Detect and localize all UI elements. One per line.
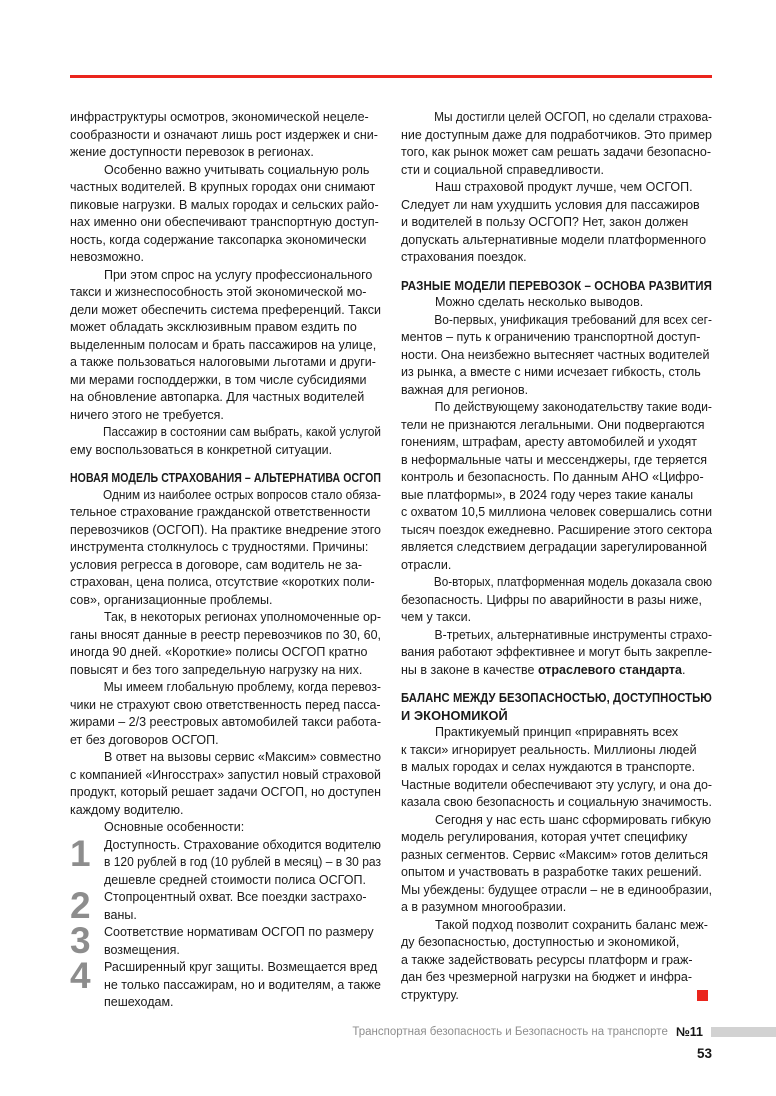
page-number: 53 bbox=[696, 1046, 712, 1061]
text-line bbox=[401, 312, 712, 330]
text-line-content: ности. Она неизбежно вытесняет частных водителей bbox=[401, 347, 710, 362]
list-item bbox=[70, 832, 381, 890]
text-line-content: страхования поездок. bbox=[401, 250, 527, 264]
text-line-content: НОВАЯ МОДЕЛЬ СТРАХОВАНИЯ – АЛЬТЕРНАТИВА ОСГОП bbox=[70, 470, 381, 485]
paragraph bbox=[70, 749, 381, 819]
text-line-content: И ЭКОНОМИКОЙ bbox=[401, 707, 508, 723]
text-line bbox=[70, 179, 381, 197]
text-line-content: а также задействовать ресурсы платформ и граж- bbox=[401, 952, 693, 967]
text-line bbox=[401, 487, 712, 505]
text-line-content: Особенно важно учитывать социальную роль bbox=[104, 162, 370, 177]
text-line-content: такси и жизнеспособность этой экономической мо- bbox=[70, 285, 367, 299]
text-line-content: допускать альтернативные модели платформенного bbox=[401, 232, 707, 247]
section-heading bbox=[401, 689, 712, 724]
text-line-content: нах именно они обеспечивают транспортную доступ- bbox=[70, 215, 379, 229]
list-item bbox=[70, 885, 381, 926]
text-line-content: инфраструктуры осмотров, экономической нецеле- bbox=[70, 110, 369, 124]
paragraph bbox=[70, 162, 381, 267]
paragraph bbox=[401, 109, 712, 179]
text-line-content: При этом спрос на услугу профессионального bbox=[104, 267, 373, 282]
text-line bbox=[401, 109, 712, 127]
text-line bbox=[70, 749, 381, 767]
feature-list bbox=[70, 832, 381, 1012]
text-line bbox=[70, 267, 381, 285]
paragraph bbox=[401, 294, 712, 312]
text-line-content: а в разумном многообразии. bbox=[401, 900, 567, 914]
paragraph bbox=[70, 109, 381, 162]
text-line bbox=[70, 539, 381, 557]
text-line-content: Такой подход позволит сохранить баланс меж- bbox=[435, 917, 708, 932]
text-line bbox=[104, 959, 381, 977]
text-line bbox=[70, 609, 381, 627]
text-line-content: сти и социальной справедливости. bbox=[401, 162, 604, 177]
text-line bbox=[401, 644, 712, 662]
text-line-content: гонениям, штрафам, аресту автомобилей и уходят bbox=[401, 435, 697, 449]
text-line-content: в 120 рублей в год (10 рублей в месяц) – в 30 раз bbox=[104, 855, 381, 869]
text-line-content: опытом и участвовать в разработке таких решений. bbox=[401, 865, 702, 879]
text-line-content: не только пассажирам, но и водителям, а также bbox=[104, 977, 381, 992]
text-line bbox=[70, 162, 381, 180]
list-number: 1 bbox=[70, 832, 90, 874]
text-line bbox=[401, 724, 712, 742]
heading-line bbox=[401, 277, 712, 295]
text-line bbox=[70, 424, 381, 442]
text-line-content: Мы имеем глобальную проблему, когда перевоз- bbox=[103, 680, 381, 694]
text-line bbox=[70, 627, 381, 645]
text-line-content: ны в законе в качестве отраслевого стандарта. bbox=[401, 662, 686, 677]
list-number: 2 bbox=[70, 885, 90, 926]
text-line bbox=[401, 592, 712, 610]
text-line bbox=[70, 504, 381, 522]
text-line bbox=[104, 854, 381, 872]
text-line bbox=[401, 812, 712, 830]
section-heading bbox=[70, 469, 381, 487]
text-line-content: сообразности и означают лишь рост издержек и сни- bbox=[70, 127, 378, 142]
text-line bbox=[104, 837, 381, 855]
text-line bbox=[401, 144, 712, 162]
footer-issue-number: №11 bbox=[675, 1025, 703, 1039]
text-line bbox=[104, 924, 381, 942]
text-line-content: контроль и безопасность. По данным АНО «Цифро- bbox=[401, 470, 704, 484]
text-line bbox=[70, 574, 381, 592]
text-line bbox=[401, 794, 712, 812]
text-line-content: в малых городах и селах нуждаются в транспорте. bbox=[401, 760, 696, 774]
text-line bbox=[401, 249, 712, 267]
text-line bbox=[104, 977, 381, 995]
text-line bbox=[401, 539, 712, 557]
text-line bbox=[70, 284, 381, 302]
page-footer bbox=[0, 1025, 776, 1039]
text-line bbox=[104, 889, 381, 907]
text-line-content: Доступность. Страхование обходится водителю bbox=[104, 837, 381, 852]
text-line-content: Следует ли нам ухудшить условия для пассажиров bbox=[401, 197, 700, 212]
text-line bbox=[70, 784, 381, 802]
text-line-content: выделенным полосам и брать пассажиров на улице, bbox=[70, 337, 377, 352]
text-line-content: вания работают эффективнее и могут быть закрепле- bbox=[401, 645, 712, 659]
text-line-content: РАЗНЫЕ МОДЕЛИ ПЕРЕВОЗОК – ОСНОВА РАЗВИТИЯ bbox=[401, 277, 712, 293]
paragraph bbox=[401, 724, 712, 812]
text-line bbox=[70, 354, 381, 372]
text-line-content: Расширенный круг защиты. Возмещается вред bbox=[104, 960, 378, 974]
text-line-content: и водителей в пользу ОСГОП? Нет, закон должен bbox=[401, 215, 689, 229]
text-line bbox=[70, 372, 381, 390]
paragraph bbox=[401, 812, 712, 917]
text-line-content: тельное страхование гражданской ответственности bbox=[70, 505, 371, 519]
text-line bbox=[401, 452, 712, 470]
text-line-content: дан без чрезмерной нагрузки на бюджет и инфра- bbox=[401, 970, 693, 984]
text-line-content: структуру. bbox=[401, 987, 459, 1002]
text-line bbox=[70, 389, 381, 407]
text-line-content: разных сегментов. Сервис «Максим» готов делиться bbox=[401, 847, 709, 862]
text-line bbox=[401, 742, 712, 760]
text-line bbox=[401, 759, 712, 777]
paragraph bbox=[70, 424, 381, 459]
heading-line bbox=[401, 707, 712, 725]
text-line bbox=[401, 899, 712, 917]
text-line-content: пешеходам. bbox=[104, 995, 174, 1009]
text-line-content: инструмента столкнулось с трудностями. Причины: bbox=[70, 540, 369, 554]
heading-line bbox=[70, 469, 381, 487]
text-line bbox=[70, 697, 381, 715]
text-line-content: ми мерами господдержки, в том числе субсидиями bbox=[70, 372, 367, 387]
list-number: 4 bbox=[70, 955, 90, 996]
paragraph bbox=[401, 179, 712, 267]
paragraph bbox=[401, 312, 712, 400]
text-line-content: По действующему законодательству такие води- bbox=[434, 400, 712, 414]
footer-bar bbox=[711, 1027, 776, 1037]
text-line bbox=[401, 417, 712, 435]
text-line bbox=[104, 872, 381, 890]
text-line bbox=[401, 574, 712, 592]
text-line bbox=[70, 302, 381, 320]
text-line-content: ду безопасностью, доступностью и экономикой, bbox=[401, 935, 680, 949]
footer-journal-title: Транспортная безопасность и Безопасность на транспорте bbox=[352, 1026, 668, 1038]
paragraph bbox=[70, 819, 381, 837]
list-item-text bbox=[104, 924, 381, 959]
text-line-content: тысяч поездок ежедневно. Расширение этого сектора bbox=[401, 522, 712, 537]
text-line-content: Пассажир в состоянии сам выбрать, какой услугой bbox=[103, 425, 382, 439]
text-line bbox=[70, 767, 381, 785]
text-line-content: ментов – путь к ограничению транспортной доступ- bbox=[401, 330, 701, 344]
text-line-content: Так, в некоторых регионах уполномоченные ор- bbox=[103, 610, 381, 624]
text-line-content: важная для регионов. bbox=[401, 382, 529, 397]
text-line bbox=[401, 434, 712, 452]
text-line bbox=[70, 407, 381, 425]
text-line-content: может обладать эксклюзивным правом ездить по bbox=[70, 320, 357, 334]
paragraph bbox=[401, 627, 712, 680]
text-line-content: жирами – 2/3 реестровых автомобилей такси работа- bbox=[70, 715, 381, 729]
list-item-text bbox=[104, 889, 381, 924]
text-line-content: сов», организационные проблемы. bbox=[70, 592, 273, 607]
text-line-content: Стопроцентный охват. Все поездки застрахо- bbox=[104, 890, 367, 904]
text-line bbox=[401, 504, 712, 522]
paragraph bbox=[401, 574, 712, 627]
text-line-content: Можно сделать несколько выводов. bbox=[435, 295, 644, 309]
text-line-content: в неформальные чаты и мессенджеры, где теряется bbox=[401, 452, 708, 467]
text-line bbox=[70, 592, 381, 610]
text-line-content: пиковые нагрузки. В малых городах и сельских райо- bbox=[70, 197, 379, 212]
text-line bbox=[70, 109, 381, 127]
text-line bbox=[70, 522, 381, 540]
text-line-content: перевозчиков (ОСГОП). На практике внедрение этого bbox=[70, 522, 381, 537]
text-line-content: страхован, цена полиса, отсутствие «коротких поли- bbox=[70, 575, 375, 589]
paragraph bbox=[70, 609, 381, 679]
text-line bbox=[104, 994, 381, 1012]
text-line-content: повысят и без того запредельную нагрузку на них. bbox=[70, 662, 363, 677]
list-item-text bbox=[104, 959, 381, 1012]
text-line bbox=[70, 714, 381, 732]
text-line bbox=[104, 942, 381, 960]
text-line bbox=[401, 627, 712, 645]
text-line-content: каждому водителю. bbox=[70, 802, 184, 817]
text-line-content: с охватом 10,5 миллиона человек совершались сотни bbox=[401, 505, 712, 519]
left-column bbox=[70, 109, 381, 1012]
text-line bbox=[401, 917, 712, 935]
list-item bbox=[70, 920, 381, 961]
text-line-content: является следствием деградации зарегулированной bbox=[401, 540, 707, 554]
text-line-content: вые платформы», в 2024 году через такие каналы bbox=[401, 487, 694, 502]
text-line bbox=[401, 557, 712, 575]
text-line-content: безопасность. Цифры по аварийности в разы ниже, bbox=[401, 592, 702, 607]
text-line-content: модель регулирования, которая учтет специфику bbox=[401, 830, 688, 844]
text-line bbox=[70, 487, 381, 505]
article-body bbox=[70, 109, 712, 1012]
list-item-text bbox=[104, 837, 381, 890]
text-line-content: невозможно. bbox=[70, 250, 144, 264]
top-rule bbox=[70, 75, 712, 78]
text-line bbox=[401, 934, 712, 952]
text-line-content: условия регресса в договоре, сам водитель не за- bbox=[70, 557, 363, 572]
text-line bbox=[70, 144, 381, 162]
text-line bbox=[401, 987, 712, 1005]
text-line bbox=[70, 679, 381, 697]
text-line-content: БАЛАНС МЕЖДУ БЕЗОПАСНОСТЬЮ, ДОСТУПНОСТЬЮ bbox=[401, 690, 712, 705]
text-line bbox=[70, 442, 381, 460]
list-item bbox=[70, 955, 381, 1012]
text-line-content: ваны. bbox=[104, 907, 137, 922]
text-line-content: казала свою безопасность и социальную значимость. bbox=[401, 795, 712, 809]
text-line-content: того, как рынок может сам решать задачи безопасно- bbox=[401, 145, 712, 159]
text-line-content: Мы убеждены: будущее отрасли – не в единообразии, bbox=[401, 882, 712, 897]
text-line bbox=[401, 969, 712, 987]
paragraph bbox=[70, 267, 381, 425]
text-line-content: В-третьих, альтернативные инструменты страхо- bbox=[434, 627, 712, 642]
text-line-content: ничего этого не требуется. bbox=[70, 407, 224, 422]
text-line-content: из рынка, а вместе с ними исчезает гибкость, столь bbox=[401, 365, 701, 379]
text-line-content: дели может обеспечить система преференций. Такси bbox=[70, 302, 381, 317]
text-line bbox=[70, 197, 381, 215]
text-line bbox=[70, 662, 381, 680]
text-line bbox=[401, 232, 712, 250]
text-line-content: чики не страхуют свою ответственность перед пасса- bbox=[70, 697, 381, 712]
text-line bbox=[401, 609, 712, 627]
text-line bbox=[401, 364, 712, 382]
text-line-content: возмещения. bbox=[104, 942, 180, 957]
text-line-content: отрасли. bbox=[401, 557, 452, 572]
text-line bbox=[401, 162, 712, 180]
text-line bbox=[401, 829, 712, 847]
text-line bbox=[70, 214, 381, 232]
text-line bbox=[70, 319, 381, 337]
text-line-content: В ответ на вызовы сервис «Максим» совместно bbox=[103, 750, 381, 764]
text-line-content: иногда 90 дней. «Короткие» полисы ОСГОП кратно bbox=[70, 645, 368, 659]
text-line-content: Во-вторых, платформенная модель доказала свою bbox=[433, 575, 712, 589]
right-column bbox=[401, 109, 712, 1012]
text-line bbox=[401, 522, 712, 540]
end-of-article-marker bbox=[697, 990, 708, 1001]
list-number: 3 bbox=[70, 920, 90, 961]
text-line bbox=[104, 907, 381, 925]
text-line bbox=[401, 952, 712, 970]
text-line bbox=[70, 802, 381, 820]
text-line-content: ет без договоров ОСГОП. bbox=[70, 732, 219, 747]
text-line-content: на обновление автопарка. Для частных водителей bbox=[70, 390, 365, 404]
text-line bbox=[70, 232, 381, 250]
text-line-content: Практикуемый принцип «приравнять всех bbox=[435, 725, 679, 739]
text-line bbox=[401, 777, 712, 795]
section-heading bbox=[401, 277, 712, 295]
text-line bbox=[401, 179, 712, 197]
text-line-content: жение доступности перевозок в регионах. bbox=[70, 145, 314, 159]
text-line-content: ганы вносят данные в реестр перевозчиков по 30, 60, bbox=[70, 627, 381, 642]
text-line bbox=[401, 662, 712, 680]
text-line bbox=[401, 127, 712, 145]
text-line bbox=[70, 337, 381, 355]
text-line-content: Сегодня у нас есть шанс сформировать гибкую bbox=[435, 812, 711, 827]
paragraph bbox=[401, 917, 712, 1005]
text-line bbox=[401, 347, 712, 365]
text-line-content: дешевле средней стоимости полиса ОСГОП. bbox=[104, 872, 366, 887]
text-line-content: Наш страховой продукт лучше, чем ОСГОП. bbox=[435, 180, 693, 194]
text-line bbox=[401, 399, 712, 417]
text-line bbox=[401, 214, 712, 232]
text-line-content: частных водителей. В крупных городах они снимают bbox=[70, 180, 376, 194]
text-line-content: Одним из наиболее острых вопросов стало обяза- bbox=[103, 487, 381, 502]
text-line bbox=[401, 294, 712, 312]
text-line bbox=[401, 847, 712, 865]
text-line-content: с компанией «Ингосстрах» запустил новый страховой bbox=[70, 767, 381, 782]
text-line bbox=[401, 469, 712, 487]
text-line-content: чем у такси. bbox=[401, 610, 472, 624]
text-line bbox=[70, 557, 381, 575]
text-line-content: Соответствие нормативам ОСГОП по размеру bbox=[104, 925, 374, 939]
text-line bbox=[401, 882, 712, 900]
text-line bbox=[401, 382, 712, 400]
text-line-content: к такси» игнорирует реальность. Миллионы людей bbox=[401, 742, 697, 757]
text-line bbox=[401, 197, 712, 215]
text-line-content: Частные водители обеспечивают эту услугу, и она до- bbox=[401, 777, 712, 792]
text-line bbox=[401, 864, 712, 882]
paragraph bbox=[401, 399, 712, 574]
text-line bbox=[70, 644, 381, 662]
text-line-content: ние доступным даже для подработчиков. Это пример bbox=[401, 127, 712, 142]
heading-line bbox=[401, 689, 712, 707]
text-line bbox=[70, 249, 381, 267]
text-line-content: Основные особенности: bbox=[104, 820, 245, 834]
text-line-content: Мы достигли целей ОСГОП, но сделали страхова- bbox=[434, 110, 712, 124]
text-line-content: продукт, который решает задачи ОСГОП, но доступен bbox=[70, 785, 381, 799]
text-line-content: тели не признаются легальными. Они подвергаются bbox=[401, 417, 705, 432]
text-line bbox=[70, 127, 381, 145]
text-line bbox=[70, 819, 381, 837]
text-line bbox=[70, 732, 381, 750]
text-line bbox=[401, 329, 712, 347]
text-line-content: ность, когда содержание таксопарка экономически bbox=[70, 232, 367, 247]
paragraph bbox=[70, 679, 381, 749]
text-line-content: Во-первых, унификация требований для всех сег- bbox=[434, 312, 712, 327]
text-line-content: а также пользоваться налоговыми льготами и други- bbox=[70, 355, 376, 369]
paragraph bbox=[70, 487, 381, 610]
text-line-content: ему воспользоваться в конкретной ситуации. bbox=[70, 442, 333, 457]
